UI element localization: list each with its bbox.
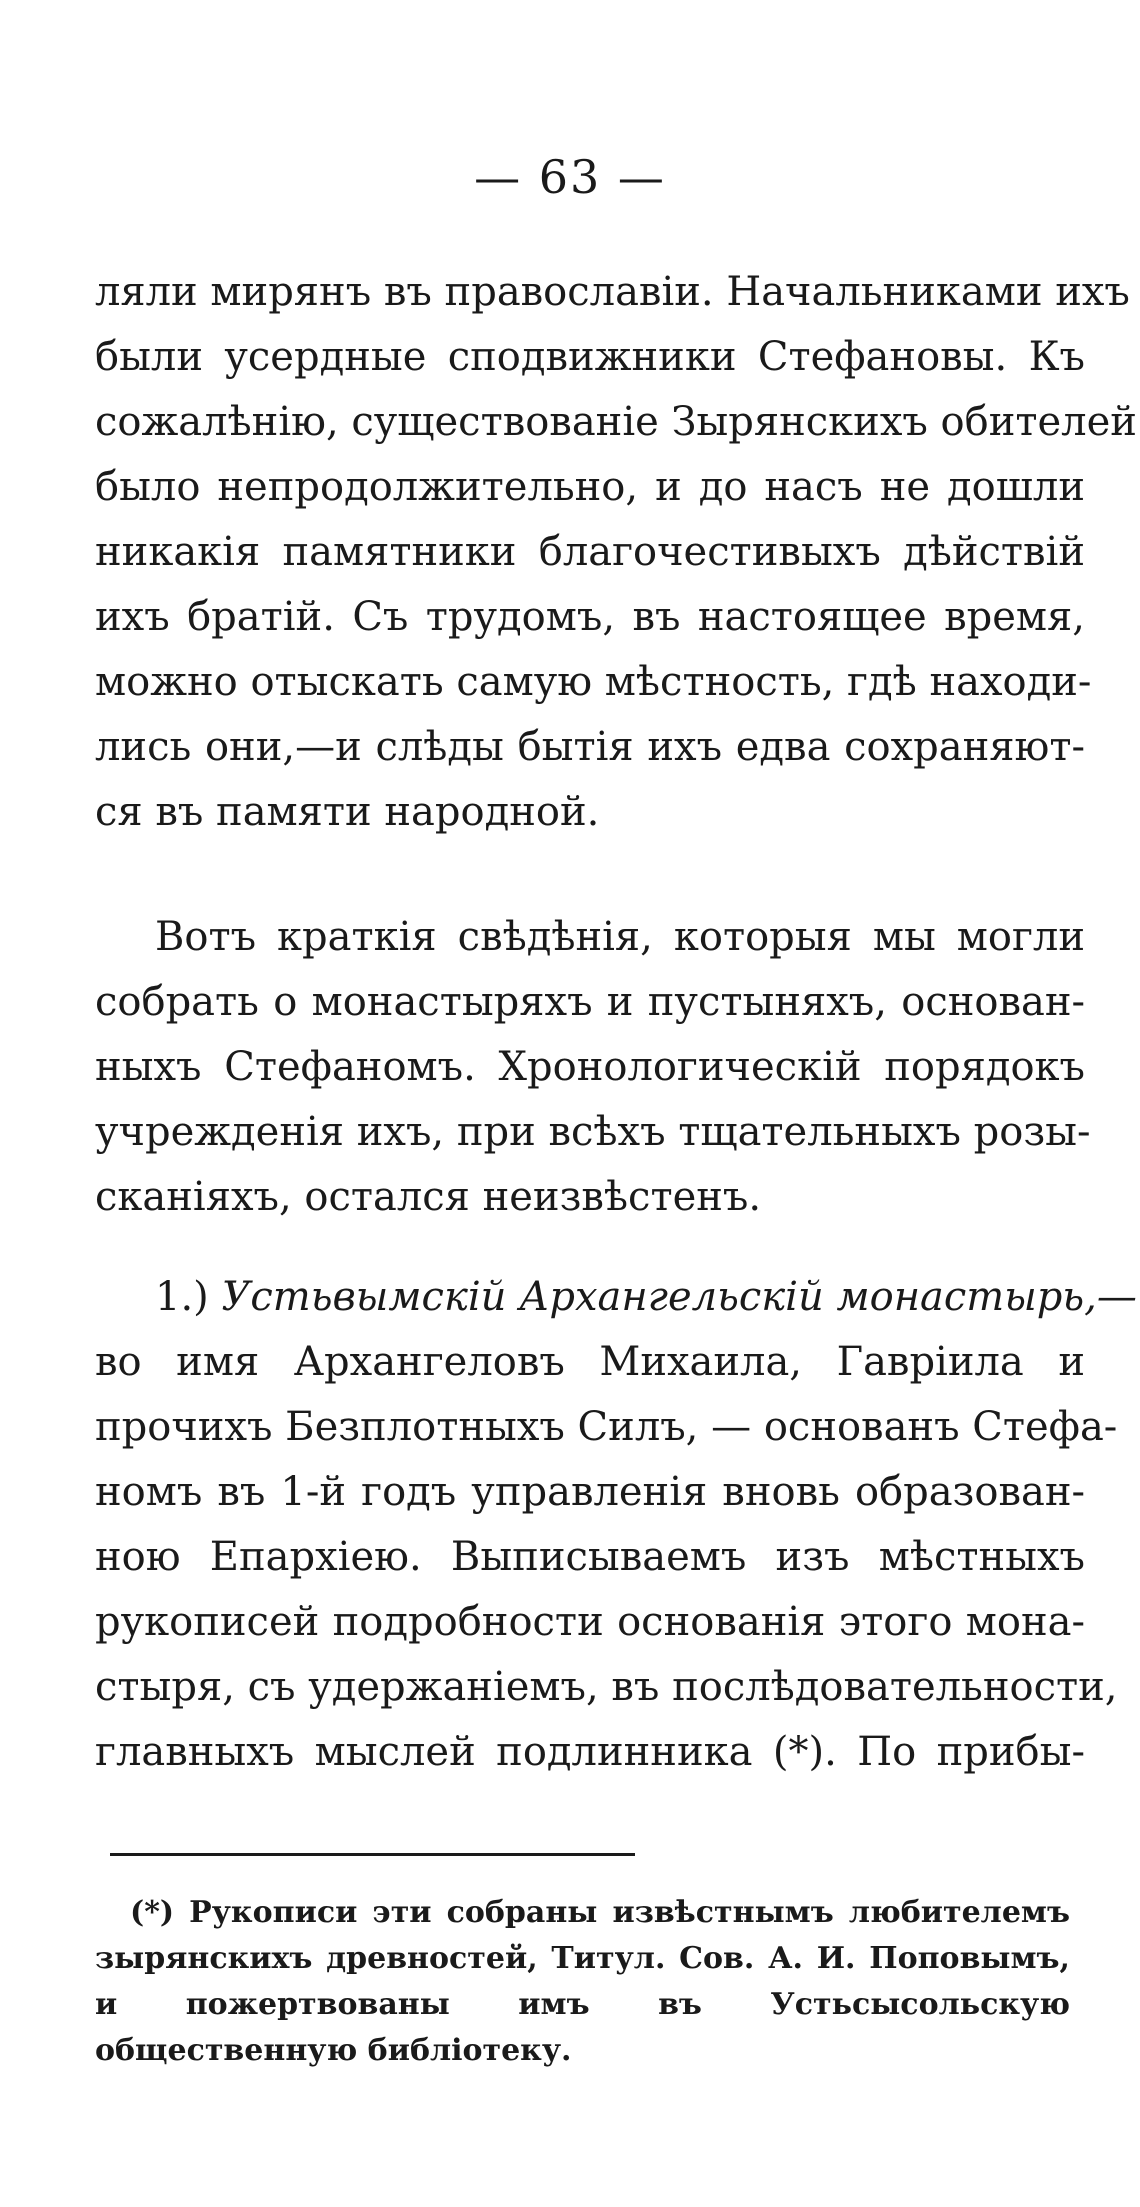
footnote-line: и пожертвованы имъ въ Устьсысольскую общественную библіотеку. <box>95 1987 1070 2068</box>
footnote-divider <box>110 1853 635 1856</box>
text-line: ихъ братій. Съ трудомъ, въ настоящее время, <box>95 594 1085 640</box>
text-line: сканіяхъ, остался неизвѣстенъ. <box>95 1174 762 1220</box>
footnote-line: зырянскихъ древностей, Титул. Сов. А. И. Поповымъ, <box>95 1941 1070 1976</box>
footnote-line: (*) Рукописи эти собраны извѣстнымъ любителемъ <box>130 1895 1070 1930</box>
text-line: прочихъ Безплотныхъ Силъ, — основанъ Стефа- <box>95 1404 1118 1450</box>
monastery-title: Устьвымскій Архангельскій монастырь,— <box>221 1274 1137 1320</box>
paragraph-1 <box>95 260 1137 845</box>
text-line: Вотъ краткія свѣдѣнія, которыя мы могли <box>155 914 1085 960</box>
paragraph-2 <box>95 905 1091 1230</box>
text-line <box>95 1265 1137 1330</box>
text-line: рукописей подробности основанія этого мона- <box>95 1599 1085 1645</box>
text-line: главныхъ мыслей подлинника (*). По прибы- <box>95 1729 1085 1775</box>
text-line: лись они,—и слѣды бытія ихъ едва сохраняют- <box>95 724 1085 770</box>
text-line: ныхъ Стефаномъ. Хронологическій порядокъ <box>95 1044 1085 1090</box>
text-line: ною Епархіею. Выписываемъ изъ мѣстныхъ <box>95 1534 1085 1580</box>
text-line: были усердные сподвижники Стефановы. Къ <box>95 334 1085 380</box>
footnote <box>95 1890 1070 2074</box>
text-line: учрежденія ихъ, при всѣхъ тщательныхъ розы- <box>95 1109 1091 1155</box>
text-line: было непродолжительно, и до насъ не дошли <box>95 464 1085 510</box>
text-line: никакія памятники благочестивыхъ дѣйствій <box>95 529 1085 575</box>
text-line: во имя Архангеловъ Михаила, Гавріила и <box>95 1339 1085 1385</box>
page-number: — 63 — <box>474 150 666 204</box>
text-line: номъ въ 1-й годъ управленія вновь образован- <box>95 1469 1085 1515</box>
text-line: стыря, съ удержаніемъ, въ послѣдовательности, <box>95 1664 1118 1710</box>
text-line: ся въ памяти народной. <box>95 789 600 835</box>
text-line: сожалѣнію, существованіе Зырянскихъ обителей <box>95 399 1137 445</box>
text-line: можно отыскать самую мѣстность, гдѣ находи- <box>95 659 1092 705</box>
item-number: 1.) <box>155 1274 209 1320</box>
text-line: собрать о монастыряхъ и пустыняхъ, основан- <box>95 979 1085 1025</box>
paragraph-3 <box>95 1265 1137 1785</box>
text-line: ляли мирянъ въ православіи. Начальниками ихъ <box>95 269 1130 315</box>
